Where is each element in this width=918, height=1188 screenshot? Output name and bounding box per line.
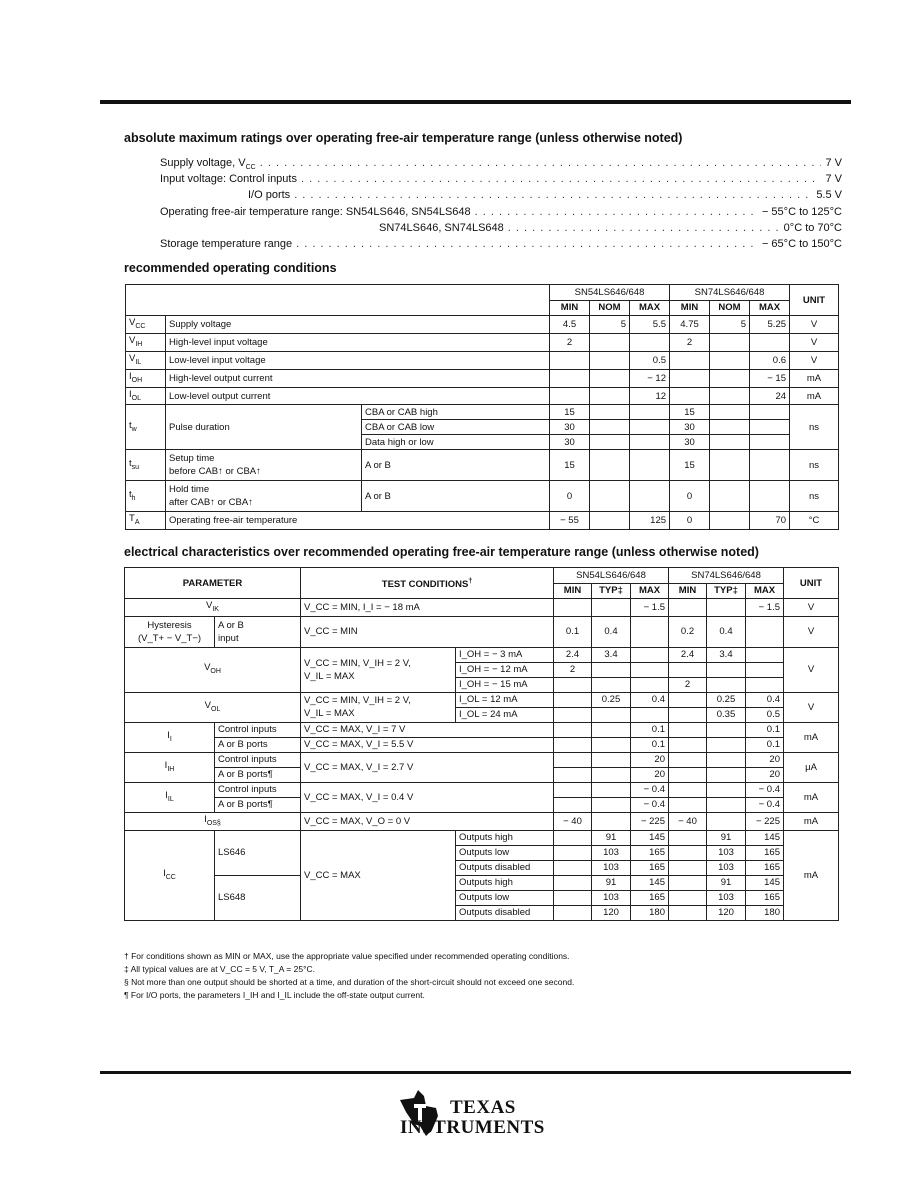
elec-icc-54-max: 165 (631, 845, 669, 860)
elec-iil-unit: mA (784, 782, 839, 812)
elec-h-typ-74: TYP‡ (707, 583, 746, 599)
rec-row-symbol: $I_{OH}$ (126, 369, 166, 387)
rec-row-74-nom: 5 (710, 316, 750, 334)
abs-io-value: 5.5 V (816, 189, 842, 201)
abs-temp-line (160, 204, 842, 220)
abs-temp-label: Operating free-air temperature range: SN54LS646, SN54LS648 (160, 206, 471, 218)
elec-vol-row (125, 692, 839, 707)
rec-tsu-row (126, 450, 839, 481)
rec-tw-54-min: 30 (550, 435, 590, 450)
bottom-rule (100, 1071, 851, 1074)
elec-vik-unit: V (784, 599, 839, 617)
elec-iil-54-max: − 0.4 (631, 782, 669, 797)
elec-voh-54-min: 2.4 (554, 647, 592, 662)
elec-icc-74-typ: 103 (707, 845, 746, 860)
rec-row-74-nom (710, 333, 750, 351)
rec-row-54-max (630, 333, 670, 351)
elec-vol-54-max: 0.4 (631, 692, 669, 707)
rec-h-nom-54: NOM (590, 300, 630, 316)
rec-row-param: Supply voltage (166, 316, 550, 334)
elec-icc-74-max: 145 (746, 830, 784, 845)
leader-dots (508, 220, 780, 236)
elec-vol-54-typ (592, 707, 631, 722)
abs-io-line (248, 187, 842, 203)
elec-ii-cond: V_CC = MAX, V_I = 7 V (301, 722, 554, 737)
rec-row-symbol: $V_{IL}$ (126, 351, 166, 369)
rec-tw-74-min: 30 (670, 420, 710, 435)
elec-vol-subcond: I_OL = 12 mA (456, 692, 554, 707)
rec-row-54-max: 0.5 (630, 351, 670, 369)
rec-ta-54-max: 125 (630, 512, 670, 530)
elec-icc-unit: mA (784, 830, 839, 920)
elec-vol-74-max: 0.4 (746, 692, 784, 707)
elec-icc-54-typ: 103 (592, 890, 631, 905)
elec-hyst-row (125, 616, 839, 647)
elec-icc-74-typ: 103 (707, 860, 746, 875)
rec-tsu-unit: ns (790, 450, 839, 481)
elec-hyst-54-min: 0.1 (554, 616, 592, 647)
elec-icc-output: Outputs low (456, 890, 554, 905)
rec-row-unit: mA (790, 387, 839, 405)
footnote: † For conditions shown as MIN or MAX, use the appropriate value specified under recommended operating conditions. (124, 951, 570, 961)
rec-tw-param: Pulse duration (166, 405, 362, 450)
elec-icc-74-max: 165 (746, 845, 784, 860)
rec-h-max-54: MAX (630, 300, 670, 316)
elec-vol-74-typ: 0.25 (707, 692, 746, 707)
elec-vik-row (125, 599, 839, 617)
elec-h-typ-54: TYP‡ (592, 583, 631, 599)
elec-iih-54-max: 20 (631, 767, 669, 782)
abs-supply-sub: CC (245, 164, 256, 172)
rec-tw-74-min: 30 (670, 435, 710, 450)
rec-row-54-max: 5.5 (630, 316, 670, 334)
elec-icc-54-typ: 120 (592, 905, 631, 920)
elec-hyst-unit: V (784, 616, 839, 647)
rec-th-unit: ns (790, 481, 839, 512)
rec-ta-row (126, 512, 839, 530)
elec-voh-74-min: 2.4 (669, 647, 707, 662)
rec-row-54-nom (590, 351, 630, 369)
elec-icc-74-max: 165 (746, 890, 784, 905)
rec-row-param: High-level output current (166, 369, 550, 387)
rec-row-74-min (670, 369, 710, 387)
elec-ios-74-min: − 40 (669, 812, 707, 830)
elec-ios-row (125, 812, 839, 830)
elec-voh-54-typ: 3.4 (592, 647, 631, 662)
rec-th-param: Hold time after CAB↑ or CBA↑ (166, 481, 362, 512)
elec-vol-subcond: I_OL = 24 mA (456, 707, 554, 722)
leader-dots (301, 171, 822, 187)
rec-th-54-min: 0 (550, 481, 590, 512)
rec-h-max-74: MAX (750, 300, 790, 316)
elec-iih-port: A or B ports¶ (215, 767, 301, 782)
abs-temp-value: − 55°C to 125°C (761, 206, 842, 218)
elec-header-row (125, 568, 839, 584)
rec-tw-cond: CBA or CAB low (362, 420, 550, 435)
rec-row-param: High-level input voltage (166, 333, 550, 351)
rec-row-54-nom (590, 333, 630, 351)
elec-icc-output: Outputs disabled (456, 905, 554, 920)
rec-row-74-max: 5.25 (750, 316, 790, 334)
rec-ta-54-min: − 55 (550, 512, 590, 530)
elec-ii-port: A or B ports (215, 737, 301, 752)
rec-row-symbol: $V_{IH}$ (126, 333, 166, 351)
rec-th-cond: A or B (362, 481, 550, 512)
elec-vol-symbol: $V_{OL}$ (125, 692, 301, 722)
elec-vik-74-max: − 1.5 (746, 599, 784, 617)
elec-iih-54-max: 20 (631, 752, 669, 767)
elec-voh-74-typ: 3.4 (707, 647, 746, 662)
elec-voh-subcond: I_OH = − 3 mA (456, 647, 554, 662)
elec-icc-device: LS648 (215, 875, 301, 920)
rec-row-54-nom (590, 387, 630, 405)
elec-ii-74-max: 0.1 (746, 722, 784, 737)
elec-iil-74-max: − 0.4 (746, 782, 784, 797)
abs-storage-line (160, 236, 842, 252)
rec-tw-74-min: 15 (670, 405, 710, 420)
rec-row-74-max: 24 (750, 387, 790, 405)
elec-icc-74-typ: 103 (707, 890, 746, 905)
elec-iil-row (125, 782, 839, 797)
elec-iil-54-max: − 0.4 (631, 797, 669, 812)
elec-vol-54-max (631, 707, 669, 722)
rec-row-54-min (550, 369, 590, 387)
elec-icc-74-max: 145 (746, 875, 784, 890)
elec-hyst-cond: V_CC = MIN (301, 616, 554, 647)
elec-h-min-74: MIN (669, 583, 707, 599)
elec-hyst-param: Hysteresis (V_T+ − V_T−) (125, 616, 215, 647)
rec-row-74-nom (710, 369, 750, 387)
elec-vol-unit: V (784, 692, 839, 722)
abs-temp-value-2: 0°C to 70°C (783, 222, 842, 234)
abs-supply-label: Supply voltage, V (160, 157, 246, 169)
logo-line-2: INSTRUMENTS (400, 1117, 545, 1138)
rec-header-blank (126, 285, 550, 316)
elec-iih-symbol: $I_{IH}$ (125, 752, 215, 782)
elec-vol-74-typ: 0.35 (707, 707, 746, 722)
elec-hyst-74-typ: 0.4 (707, 616, 746, 647)
elec-vol-cond: V_CC = MIN, V_IH = 2 V, V_IL = MAX (301, 692, 456, 722)
elec-ii-port: Control inputs (215, 722, 301, 737)
rec-row-74-max (750, 333, 790, 351)
rec-ta-unit: °C (790, 512, 839, 530)
elec-icc-device: LS646 (215, 830, 301, 875)
rec-row-54-min (550, 387, 590, 405)
elec-vik-cond: V_CC = MIN, I_I = − 18 mA (301, 599, 554, 617)
elec-voh-symbol: $V_{OH}$ (125, 647, 301, 692)
elec-icc-54-max: 145 (631, 875, 669, 890)
rec-row-unit: V (790, 351, 839, 369)
rec-tsu-54-min: 15 (550, 450, 590, 481)
footnote: ‡ All typical values are at V_CC = 5 V, T_A = 25°C. (124, 964, 315, 974)
rec-th-row (126, 481, 839, 512)
elec-ii-row (125, 722, 839, 737)
rec-row-param: Low-level input voltage (166, 351, 550, 369)
elec-iih-port: Control inputs (215, 752, 301, 767)
elec-hyst-74-min: 0.2 (669, 616, 707, 647)
elec-header-unit: UNIT (784, 568, 839, 599)
rec-row (126, 316, 839, 334)
rec-tw-row (126, 405, 839, 420)
elec-h-max-54: MAX (631, 583, 669, 599)
rec-title: recommended operating conditions (124, 261, 337, 275)
rec-ta-74-min: 0 (670, 512, 710, 530)
elec-iil-port: A or B ports¶ (215, 797, 301, 812)
rec-row (126, 333, 839, 351)
rec-tw-54-min: 30 (550, 420, 590, 435)
abs-io-label: I/O ports (248, 189, 291, 201)
rec-row-74-nom (710, 387, 750, 405)
rec-table (125, 284, 839, 530)
elec-icc-output: Outputs high (456, 830, 554, 845)
elec-iil-symbol: $I_{IL}$ (125, 782, 215, 812)
elec-voh-cond: V_CC = MIN, V_IH = 2 V, V_IL = MAX (301, 647, 456, 692)
rec-row-74-max: 0.6 (750, 351, 790, 369)
elec-iih-unit: μA (784, 752, 839, 782)
elec-header-test: TEST CONDITIONS† (301, 568, 554, 599)
rec-tw-cond: CBA or CAB high (362, 405, 550, 420)
abs-input-label: Input voltage: Control inputs (160, 173, 297, 185)
elec-vik-symbol: $V_{IK}$ (125, 599, 301, 617)
rec-row-54-min (550, 351, 590, 369)
abs-supply-value: 7 V (825, 157, 842, 169)
rec-row-54-max: 12 (630, 387, 670, 405)
elec-icc-54-typ: 91 (592, 830, 631, 845)
rec-ta-74-max: 70 (750, 512, 790, 530)
rec-row-54-min: 2 (550, 333, 590, 351)
elec-voh-unit: V (784, 647, 839, 692)
elec-icc-54-typ: 91 (592, 875, 631, 890)
rec-tsu-74-min: 15 (670, 450, 710, 481)
rec-header-54: SN54LS646/648 (550, 285, 670, 301)
rec-row-74-nom (710, 351, 750, 369)
elec-icc-output: Outputs low (456, 845, 554, 860)
elec-icc-74-typ: 120 (707, 905, 746, 920)
elec-voh-54-min (554, 677, 592, 692)
logo-line-1: TEXAS (450, 1097, 516, 1118)
footnotes (124, 950, 574, 1002)
elec-icc-54-max: 180 (631, 905, 669, 920)
rec-ta-param: Operating free-air temperature (166, 512, 550, 530)
elec-ii-symbol: $I_I$ (125, 722, 215, 752)
rec-row-54-min: 4.5 (550, 316, 590, 334)
rec-th-symbol: $t_h$ (126, 481, 166, 512)
footnote: § Not more than one output should be shorted at a time, and duration of the short-circuit should not exceed one second. (124, 977, 575, 987)
rec-row-unit: V (790, 316, 839, 334)
rec-h-min-54: MIN (550, 300, 590, 316)
elec-ii-74-max: 0.1 (746, 737, 784, 752)
elec-iil-cond: V_CC = MAX, V_I = 0.4 V (301, 782, 554, 812)
rec-row-param: Low-level output current (166, 387, 550, 405)
elec-icc-row (125, 875, 839, 890)
rec-row (126, 369, 839, 387)
elec-hyst-input: A or B input (215, 616, 301, 647)
rec-ta-symbol: $T_A$ (126, 512, 166, 530)
rec-row-unit: mA (790, 369, 839, 387)
elec-hyst-54-typ: 0.4 (592, 616, 631, 647)
elec-voh-row (125, 647, 839, 662)
elec-iih-row (125, 752, 839, 767)
abs-max-title: absolute maximum ratings over operating free-air temperature range (unless otherwise noted) (124, 131, 683, 145)
elec-icc-74-max: 165 (746, 860, 784, 875)
abs-input-line (160, 171, 842, 187)
rec-header-74: SN74LS646/648 (670, 285, 790, 301)
rec-row-74-min (670, 387, 710, 405)
elec-header-param: PARAMETER (125, 568, 301, 599)
abs-temp-line-2 (379, 220, 842, 236)
elec-icc-symbol: $I_{CC}$ (125, 830, 215, 920)
elec-ii-row (125, 737, 839, 752)
rec-row-54-nom (590, 369, 630, 387)
rec-header-unit: UNIT (790, 285, 839, 316)
elec-vik-54-max: − 1.5 (631, 599, 669, 617)
elec-icc-54-max: 165 (631, 890, 669, 905)
elec-ios-symbol: $I_{OS\S}$ (125, 812, 301, 830)
elec-icc-output: Outputs high (456, 875, 554, 890)
elec-ii-54-max: 0.1 (631, 737, 669, 752)
elec-icc-74-typ: 91 (707, 875, 746, 890)
elec-voh-54-min: 2 (554, 662, 592, 677)
elec-h-max-74: MAX (746, 583, 784, 599)
elec-iih-74-max: 20 (746, 752, 784, 767)
elec-ios-unit: mA (784, 812, 839, 830)
rec-row-74-max: − 15 (750, 369, 790, 387)
ti-logo-text (400, 1097, 545, 1138)
rec-row-54-nom: 5 (590, 316, 630, 334)
elec-ios-cond: V_CC = MAX, V_O = 0 V (301, 812, 554, 830)
leader-dots (294, 187, 812, 203)
elec-h-min-54: MIN (554, 583, 592, 599)
elec-icc-54-max: 165 (631, 860, 669, 875)
leader-dots (475, 204, 758, 220)
rec-row-54-max: − 12 (630, 369, 670, 387)
top-rule (100, 100, 851, 104)
rec-tsu-symbol: $t_{su}$ (126, 450, 166, 481)
rec-tw-symbol: $t_w$ (126, 405, 166, 450)
elec-icc-74-typ: 91 (707, 830, 746, 845)
abs-input-value: 7 V (825, 173, 842, 185)
rec-row (126, 387, 839, 405)
rec-th-74-min: 0 (670, 481, 710, 512)
rec-row-symbol: $V_{CC}$ (126, 316, 166, 334)
elec-voh-74-min (669, 662, 707, 677)
elec-ios-54-max: − 225 (631, 812, 669, 830)
elec-header-74: SN74LS646/648 (669, 568, 784, 584)
rec-header-row (126, 285, 839, 301)
elec-voh-subcond: I_OH = − 15 mA (456, 677, 554, 692)
elec-ii-54-max: 0.1 (631, 722, 669, 737)
elec-iil-74-max: − 0.4 (746, 797, 784, 812)
elec-icc-54-typ: 103 (592, 860, 631, 875)
elec-icc-output: Outputs disabled (456, 860, 554, 875)
rec-tw-54-min: 15 (550, 405, 590, 420)
elec-icc-row (125, 830, 839, 845)
elec-vol-54-typ: 0.25 (592, 692, 631, 707)
elec-voh-74-min: 2 (669, 677, 707, 692)
rec-h-nom-74: NOM (710, 300, 750, 316)
rec-row (126, 351, 839, 369)
elec-ii-unit: mA (784, 722, 839, 752)
elec-title: electrical characteristics over recommended operating free-air temperature range (unless otherwise noted) (124, 545, 759, 559)
elec-ios-54-min: − 40 (554, 812, 592, 830)
rec-row-74-min: 2 (670, 333, 710, 351)
rec-row-74-min (670, 351, 710, 369)
elec-header-54: SN54LS646/648 (554, 568, 669, 584)
leader-dots (296, 236, 758, 252)
rec-tsu-param: Setup time before CAB↑ or CBA↑ (166, 450, 362, 481)
abs-temp-label-2: SN74LS646, SN74LS648 (379, 222, 504, 234)
footnote: ¶ For I/O ports, the parameters I_IH and I_IL include the off-state output current. (124, 990, 425, 1000)
elec-table (124, 567, 839, 921)
abs-storage-value: − 65°C to 150°C (761, 238, 842, 250)
abs-storage-label: Storage temperature range (160, 238, 293, 250)
elec-icc-74-max: 180 (746, 905, 784, 920)
rec-row-symbol: $I_{OL}$ (126, 387, 166, 405)
rec-row-74-min: 4.75 (670, 316, 710, 334)
elec-icc-cond: V_CC = MAX (301, 830, 456, 920)
rec-row-unit: V (790, 333, 839, 351)
elec-iil-port: Control inputs (215, 782, 301, 797)
rec-tw-unit: ns (790, 405, 839, 450)
elec-iih-74-max: 20 (746, 767, 784, 782)
elec-icc-54-max: 145 (631, 830, 669, 845)
elec-iih-cond: V_CC = MAX, V_I = 2.7 V (301, 752, 554, 782)
elec-voh-subcond: I_OH = − 12 mA (456, 662, 554, 677)
elec-ii-cond: V_CC = MAX, V_I = 5.5 V (301, 737, 554, 752)
elec-vol-74-max: 0.5 (746, 707, 784, 722)
rec-h-min-74: MIN (670, 300, 710, 316)
elec-ios-74-max: − 225 (746, 812, 784, 830)
elec-icc-54-typ: 103 (592, 845, 631, 860)
rec-tw-cond: Data high or low (362, 435, 550, 450)
rec-tsu-cond: A or B (362, 450, 550, 481)
